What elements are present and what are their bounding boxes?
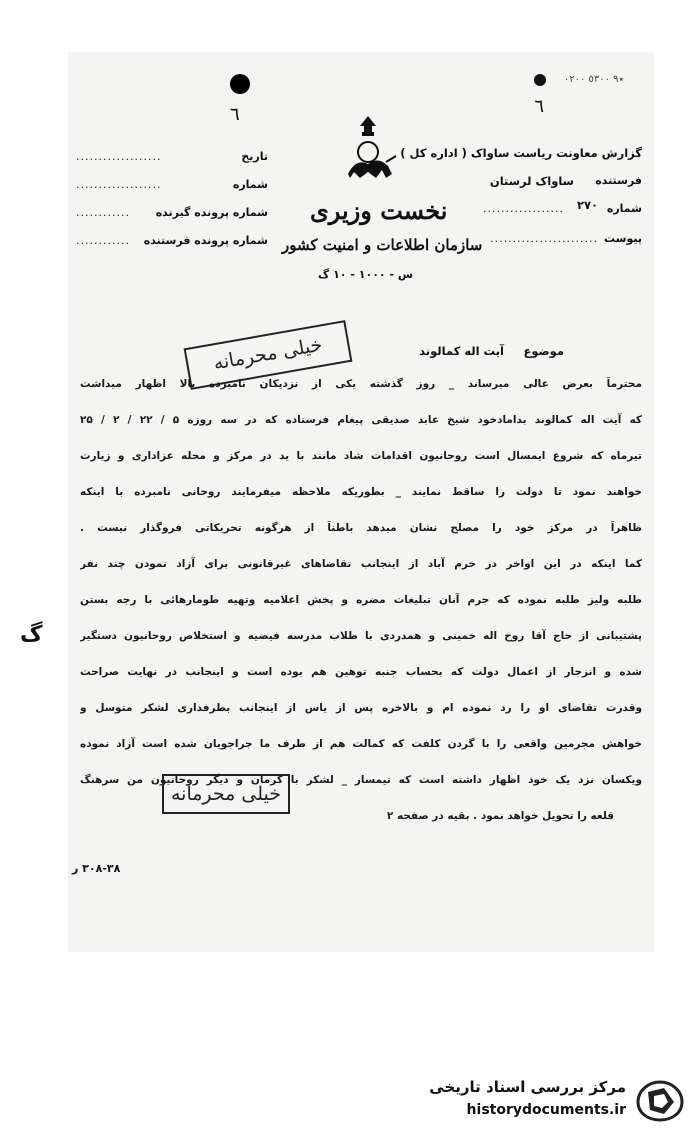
body-line: ظاهراً در مرکز خود را مصلح نشان میدهد باطناً از هرگونه تحریکاتی فروگذار نیست . (80, 522, 642, 534)
sender-file-label: شماره پرونده فرستنده (143, 234, 268, 247)
footer-url[interactable]: historydocuments.ir (466, 1102, 626, 1118)
body-line: ویکسان نزد یک خود اظهار داشته است که تیمسار _ لشکر با کرمان و دیگر روحانیون من سرهنگ (80, 774, 642, 786)
body-line: کما اینکه در این اواخر در خرم آباد از اینجانب تقاضاهای غیرقانونی برای آزاد نمودن چند نفر (80, 558, 642, 570)
subject-label: موضوع (523, 344, 564, 358)
org-subtitle: سازمان اطلاعات و امنیت کشور (282, 236, 483, 254)
body-line: خواهش مجرمین واقعی را با گردن کلفت که کمالت هم از طرف ما جراجویان شده است آزاد نموده (80, 738, 642, 750)
number-label: شماره (606, 202, 642, 215)
recipient-file-label: شماره پرونده گیرنده (155, 206, 268, 219)
classification-stamp-top: خیلی محرمانه (184, 320, 353, 390)
page-mark-right: ٦ (534, 96, 544, 117)
page-mark-left: ٦ (230, 104, 240, 125)
number-left-dots: ................... (76, 178, 162, 191)
body-line: که آیت اله کمالوند بدامادخود شیخ عابد صدیقی پیغام فرستاده که در سه روزه ۵ / ۲۲ / ۲ / ۲۵ (80, 414, 642, 426)
classification-stamp-bottom: خیلی محرمانه (162, 774, 290, 814)
body-line: خواهند نمود تا دولت را ساقط نمایند _ بطوریکه ملاحظه میفرمایند روحانی نامبرده با اینکه (80, 486, 642, 498)
sender-value: ساواک لرستان (489, 174, 574, 188)
sender-file-dots: ............ (76, 234, 130, 247)
body-line: طلبه ولیز طلبه نموده که جرم آنان تبلیغات مضره و پخش اعلامیه وتهیه طومارهائی با رجه بستن (80, 594, 642, 606)
body-line: محترماً بعرض عالی میرساند _ روز گذشته یکی از نزدیکان نامبرده بالا اظهار میداشت (80, 378, 642, 390)
bottom-code: ۳۰۸-۳۸ ر (72, 862, 121, 875)
recipient-file-dots: ............ (76, 206, 130, 219)
number-value: ۲۷۰ (576, 198, 598, 212)
body-line: پشتیبانی از حاج آقا روح اله خمینی و همدردی با طلاب مدرسه فیضیه و استخلاص روحانیون دستگیر (80, 630, 642, 642)
subject-value: آیت اله کمالوند (419, 344, 504, 358)
header-line: گزارش معاونت ریاست ساواک ( اداره کل ) (400, 146, 642, 160)
number-left-label: شماره (232, 178, 268, 191)
lion-and-sun-emblem-icon (338, 112, 398, 192)
margin-mark: گ (20, 622, 43, 647)
body-line: تیرماه که شروع ایمسال است روحانیون اقدامات شاد مانند با ید در مرکز و محله عزاداری و زیارت (80, 450, 642, 462)
attachment-dots: ........................ (490, 232, 598, 245)
sender-label: فرستنده (595, 174, 642, 187)
punch-hole (230, 74, 250, 94)
org-title: نخست وزیری (310, 196, 448, 225)
body-line-last: قلعه را تحویل خواهد نمود . بقیه در صفحه ۲ (386, 810, 614, 822)
date-label: تاریخ (241, 150, 268, 163)
number-dots: .................. (483, 202, 564, 215)
date-dots: ................... (76, 150, 162, 163)
org-code: س - ۱۰۰۰ - ۱۰ گ (318, 268, 414, 281)
body-line: وقدرت تقاضای او را رد نموده ام و بالاخره پس از یاس از اینجانب بطرفداری لشکر متوسل و (80, 702, 642, 714)
history-documents-logo-icon (634, 1078, 686, 1124)
footer-title: مرکز بررسی اسناد تاریخی (429, 1078, 626, 1096)
document-page (20, 52, 654, 952)
attachment-label: پیوست (604, 232, 642, 245)
top-right-note: ٭٩ ٥٣٠٠ ٠٢٠٠ (563, 74, 624, 85)
footer-branding (420, 1078, 690, 1124)
body-line: شده و انزجار از اعمال دولت که بحساب جنبه توهین هم بوده است و اینجانب در نهایت صراحت (80, 666, 642, 678)
punch-mark (534, 74, 546, 86)
